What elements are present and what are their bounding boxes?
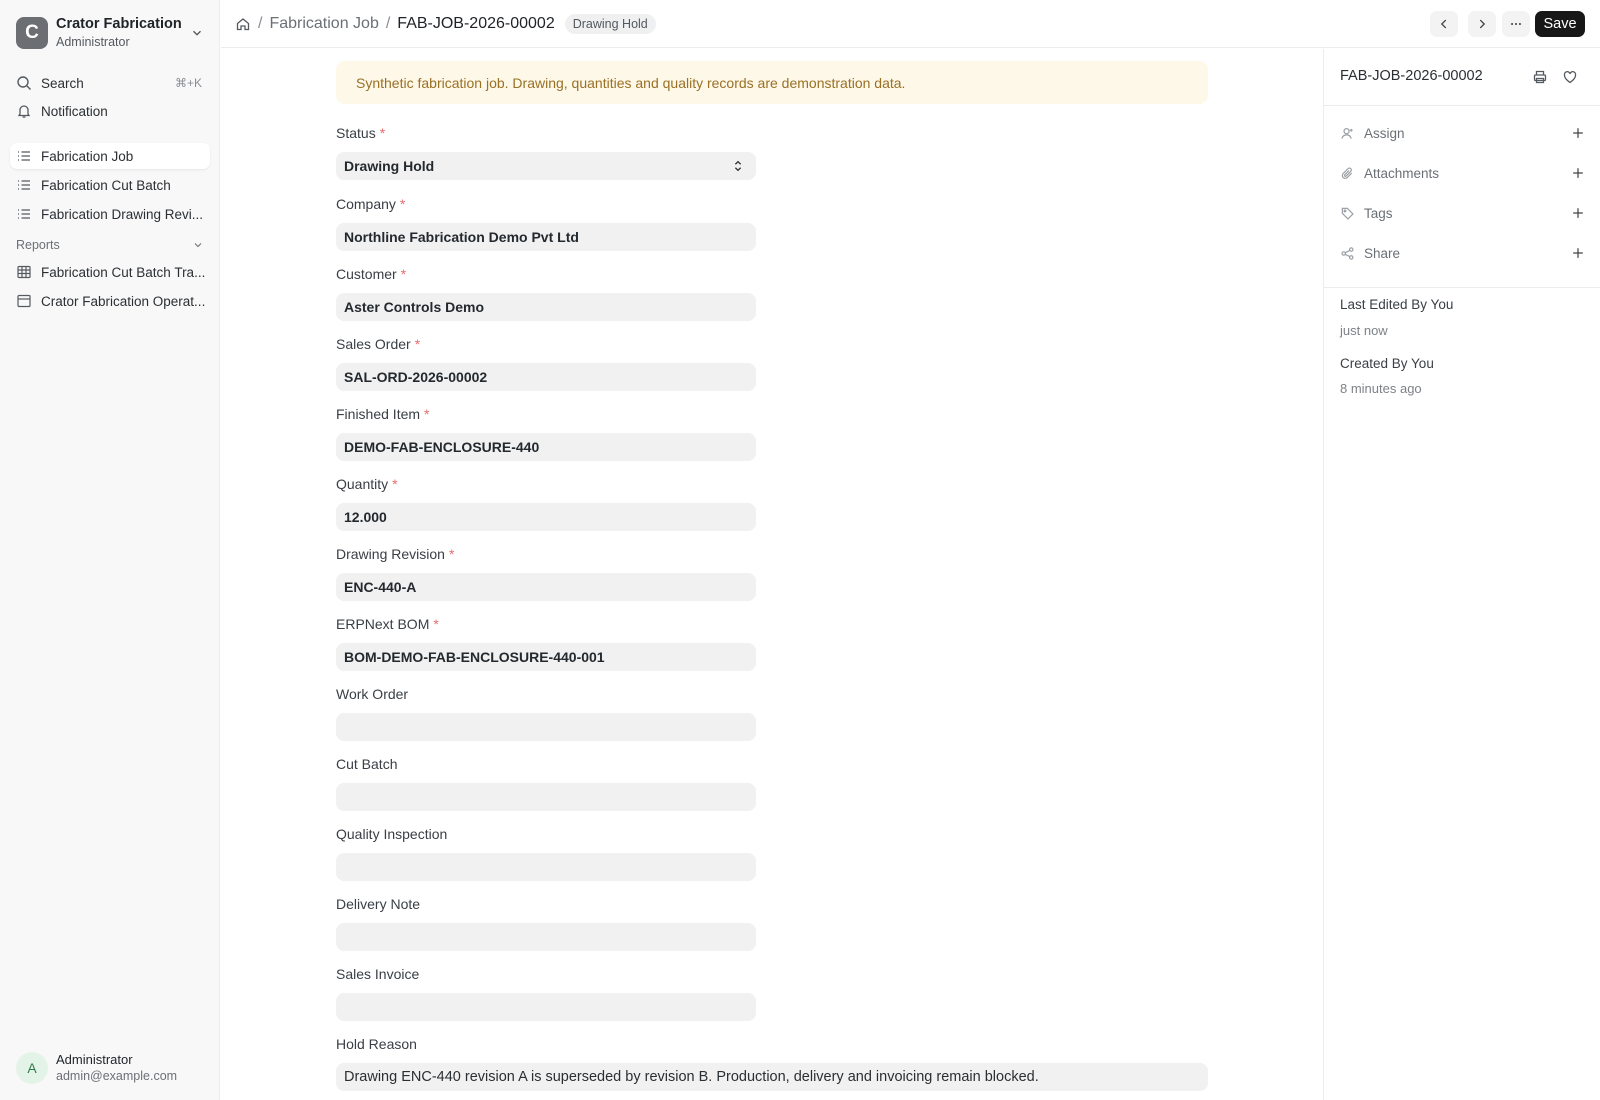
previous-record-button[interactable] — [1430, 11, 1458, 37]
chevron-down-icon — [190, 26, 204, 40]
last-edited-label: Last Edited By You — [1340, 297, 1454, 312]
breadcrumb-doctype[interactable]: Fabrication Job — [269, 15, 379, 32]
field-company — [336, 195, 756, 251]
field-label: Delivery Note — [336, 896, 421, 912]
user-icon — [1340, 126, 1355, 141]
home-icon[interactable] — [235, 16, 251, 32]
sidebar-report-operations[interactable] — [10, 288, 210, 314]
workspace-logo: C — [16, 17, 48, 49]
required-marker: * — [399, 196, 406, 212]
save-button[interactable]: Save — [1535, 11, 1585, 37]
field-finished-item — [336, 405, 756, 461]
created-time: 8 minutes ago — [1340, 381, 1422, 396]
plus-icon[interactable] — [1571, 206, 1585, 220]
sales-order-field[interactable]: SAL-ORD-2026-00002 — [336, 363, 756, 391]
breadcrumb — [235, 0, 656, 48]
plus-icon[interactable] — [1571, 166, 1585, 180]
dashboard-icon — [16, 293, 32, 309]
required-marker: * — [424, 406, 430, 422]
sidebar-notification-label: Notification — [41, 103, 108, 119]
select-arrows-icon — [732, 159, 744, 173]
sidebar-section-label: Reports — [16, 238, 60, 252]
field-delivery-note — [336, 895, 756, 951]
sidebar-item-fabrication-drawing-revision[interactable] — [10, 201, 210, 227]
field-quality-inspection — [336, 825, 756, 881]
field-label: Work Order — [336, 686, 409, 702]
required-marker: * — [448, 546, 455, 562]
sidebar-search-label: Search — [41, 75, 84, 91]
chevron-down-icon — [192, 239, 204, 251]
status-select[interactable] — [336, 152, 756, 180]
sidebar — [0, 0, 220, 1100]
sidebar-item-label: Fabrication Drawing Revi... — [41, 206, 204, 222]
required-marker: * — [379, 125, 386, 141]
table-icon — [16, 264, 32, 280]
avatar: A — [16, 1052, 48, 1084]
field-label: Customer * — [336, 266, 407, 282]
list-icon — [16, 177, 32, 193]
attachments-action[interactable] — [1340, 161, 1585, 185]
breadcrumb-separator: / — [258, 15, 263, 32]
tags-action[interactable] — [1340, 201, 1585, 225]
field-hold-reason — [336, 1035, 1208, 1091]
document-side-panel — [1323, 49, 1600, 1100]
sidebar-item-fabrication-job[interactable] — [10, 143, 210, 169]
hold-reason-textarea[interactable]: Drawing ENC-440 revision A is superseded by revision B. Production, delivery and invoicing remain blocked. — [336, 1063, 1208, 1091]
sidebar-item-fabrication-cut-batch[interactable] — [10, 172, 210, 198]
tags-label: Tags — [1364, 205, 1393, 221]
drawing-revision-field[interactable]: ENC-440-A — [336, 573, 756, 601]
field-sales-invoice — [336, 965, 756, 1021]
quantity-field[interactable]: 12.000 — [336, 503, 756, 531]
breadcrumb-separator: / — [385, 15, 391, 32]
field-sales-order — [336, 335, 756, 391]
sidebar-search[interactable] — [10, 70, 210, 96]
paperclip-icon — [1340, 166, 1355, 181]
workspace-name: Crator Fabrication — [56, 16, 182, 33]
field-label: Quality Inspection — [336, 826, 448, 842]
field-label: Cut Batch — [336, 756, 398, 772]
plus-icon[interactable] — [1571, 126, 1585, 140]
field-drawing-revision — [336, 545, 756, 601]
share-label: Share — [1364, 245, 1401, 261]
required-marker: * — [400, 266, 407, 282]
list-icon — [16, 148, 32, 164]
status-badge: Drawing Hold — [565, 14, 656, 34]
field-label: Drawing Revision * — [336, 546, 455, 562]
workspace-role: Administrator — [56, 35, 130, 50]
field-label: Sales Order * — [336, 336, 421, 352]
chevron-right-icon — [1475, 17, 1489, 31]
form-area — [221, 49, 1322, 1100]
required-marker: * — [433, 616, 439, 632]
sidebar-notification[interactable] — [10, 98, 210, 124]
assign-action[interactable] — [1340, 121, 1585, 145]
sidebar-section-reports[interactable] — [16, 236, 204, 254]
sidebar-item-label: Fabrication Job — [41, 148, 134, 164]
field-label: Finished Item * — [336, 406, 430, 422]
side-panel-title: FAB-JOB-2026-00002 — [1340, 68, 1483, 84]
quality-inspection-field[interactable] — [336, 853, 756, 881]
delivery-note-field[interactable] — [336, 923, 756, 951]
status-select-value: Drawing Hold — [344, 158, 435, 174]
work-order-field[interactable] — [336, 713, 756, 741]
form-notice: Synthetic fabrication job. Drawing, quantities and quality records are demonstration data. — [336, 61, 1208, 104]
user-name: Administrator — [56, 1051, 133, 1067]
sidebar-report-label: Crator Fabrication Operat... — [41, 293, 206, 309]
sidebar-item-label: Fabrication Cut Batch — [41, 177, 171, 193]
sidebar-report-cut-batch[interactable] — [10, 259, 210, 285]
user-email: admin@example.com — [56, 1069, 178, 1084]
required-marker: * — [414, 336, 421, 352]
share-icon — [1340, 246, 1355, 261]
field-quantity — [336, 475, 756, 531]
plus-icon[interactable] — [1571, 246, 1585, 260]
field-label: ERPNext BOM * — [336, 616, 439, 632]
search-icon — [16, 75, 32, 91]
top-bar — [221, 0, 1600, 48]
side-panel-divider — [1324, 287, 1600, 288]
user-menu[interactable] — [16, 1048, 206, 1088]
company-field[interactable]: Northline Fabrication Demo Pvt Ltd — [336, 223, 756, 251]
sidebar-report-label: Fabrication Cut Batch Tra... — [41, 264, 206, 280]
sales-invoice-field[interactable] — [336, 993, 756, 1021]
ellipsis-icon — [1509, 17, 1523, 31]
customer-field[interactable]: Aster Controls Demo — [336, 293, 756, 321]
field-label: Sales Invoice — [336, 966, 420, 982]
field-status — [336, 124, 756, 180]
field-cut-batch — [336, 755, 756, 811]
field-label: Company * — [336, 196, 406, 212]
heart-icon[interactable] — [1562, 69, 1578, 85]
chevron-left-icon — [1437, 17, 1451, 31]
last-edited-time: just now — [1340, 323, 1388, 338]
field-erpnext-bom — [336, 615, 756, 671]
side-panel-header — [1324, 49, 1600, 106]
workspace-switcher[interactable] — [16, 15, 204, 51]
attachments-label: Attachments — [1364, 165, 1440, 181]
next-record-button[interactable] — [1468, 11, 1496, 37]
page-title: FAB-JOB-2026-00002 — [397, 15, 555, 32]
tag-icon — [1340, 206, 1355, 221]
search-shortcut: ⌘+K — [174, 76, 202, 90]
bell-icon — [16, 103, 32, 119]
print-icon[interactable] — [1532, 69, 1548, 85]
finished-item-field[interactable]: DEMO-FAB-ENCLOSURE-440 — [336, 433, 756, 461]
cut-batch-field[interactable] — [336, 783, 756, 811]
field-label: Quantity * — [336, 476, 398, 492]
assign-label: Assign — [1364, 125, 1405, 141]
more-actions-button[interactable] — [1502, 11, 1530, 37]
field-customer — [336, 265, 756, 321]
field-label: Status * — [336, 125, 386, 141]
share-action[interactable] — [1340, 241, 1585, 265]
bom-field[interactable]: BOM-DEMO-FAB-ENCLOSURE-440-001 — [336, 643, 756, 671]
field-work-order — [336, 685, 756, 741]
created-label: Created By You — [1340, 356, 1434, 371]
field-label: Hold Reason — [336, 1036, 417, 1052]
list-icon — [16, 206, 32, 222]
required-marker: * — [392, 476, 398, 492]
